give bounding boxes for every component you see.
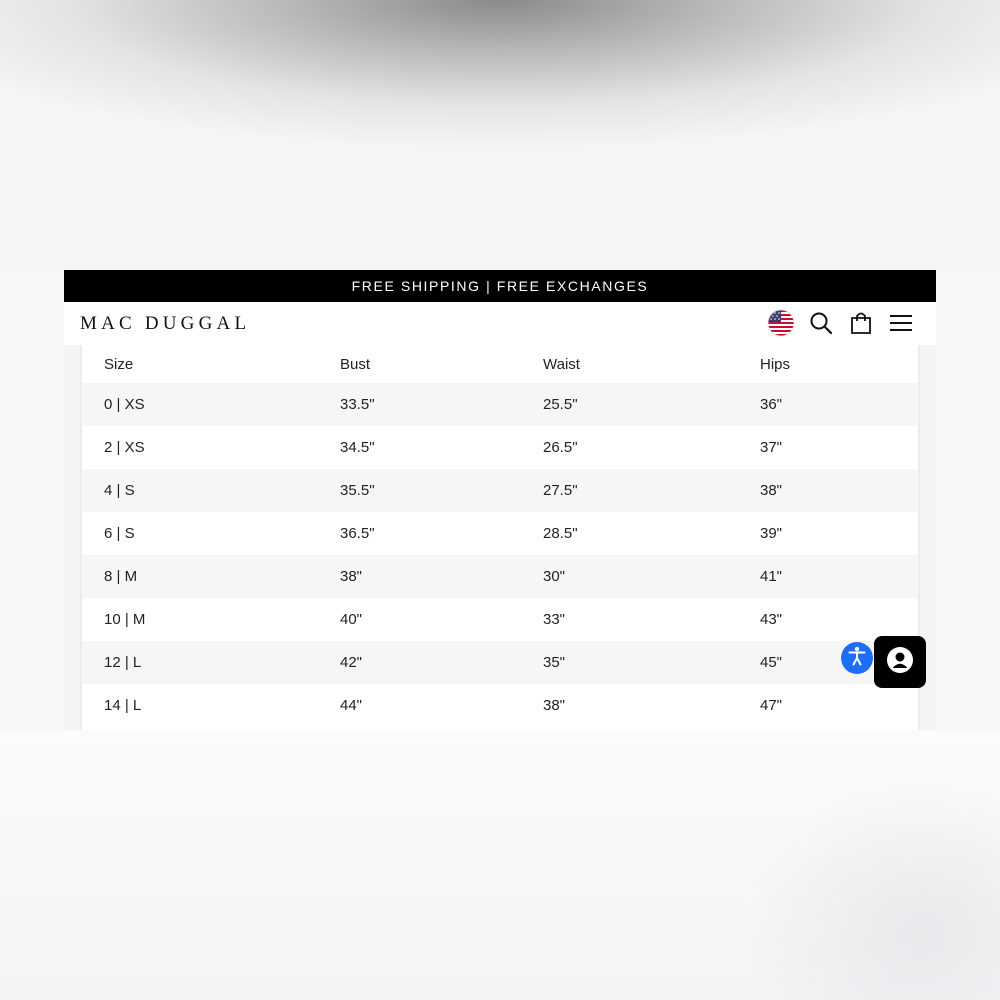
user-account-icon	[886, 646, 914, 679]
account-chat-button[interactable]	[874, 636, 926, 688]
table-row	[82, 598, 918, 641]
table-row	[82, 383, 918, 426]
accessibility-icon	[846, 645, 868, 672]
waist-cell: 35"	[543, 654, 566, 671]
photo-background-top	[0, 0, 1000, 270]
size-cell: 12 | L	[104, 654, 142, 671]
table-row	[82, 684, 918, 727]
bust-cell: 40"	[340, 611, 363, 628]
bust-cell: 42"	[340, 654, 363, 671]
waist-cell: 30"	[543, 568, 566, 585]
shopping-bag-icon[interactable]	[846, 308, 876, 338]
bust-cell: 33.5"	[340, 396, 375, 413]
size-cell: 8 | M	[104, 568, 138, 585]
waist-cell: 26.5"	[543, 439, 578, 456]
table-row	[82, 641, 918, 684]
waist-cell: 38"	[543, 697, 566, 714]
waist-cell: 33"	[543, 611, 566, 628]
size-cell: 14 | L	[104, 697, 142, 714]
bust-cell: 38"	[340, 568, 363, 585]
accessibility-button[interactable]	[841, 642, 873, 674]
photo-background-bottom	[0, 730, 1000, 1000]
hips-cell: 39"	[760, 525, 783, 542]
hips-cell: 41"	[760, 568, 783, 585]
bust-cell: 34.5"	[340, 439, 375, 456]
column-header-waist: Waist	[543, 355, 580, 373]
menu-icon[interactable]	[886, 308, 916, 338]
table-row	[82, 512, 918, 555]
size-cell: 4 | S	[104, 482, 135, 499]
waist-cell: 27.5"	[543, 482, 578, 499]
size-chart-header-row	[82, 345, 918, 383]
size-cell: 2 | XS	[104, 439, 145, 456]
hips-cell: 45"	[760, 654, 783, 671]
hips-cell: 43"	[760, 611, 783, 628]
table-row	[82, 555, 918, 598]
size-chart-table	[82, 345, 918, 727]
size-cell: 10 | M	[104, 611, 146, 628]
brand-logo[interactable]: MAC DUGGAL	[80, 313, 251, 334]
us-flag-icon[interactable]	[766, 308, 796, 338]
column-header-hips: Hips	[760, 355, 791, 373]
size-chart-container	[80, 345, 920, 730]
size-cell: 6 | S	[104, 525, 135, 542]
search-icon[interactable]	[806, 308, 836, 338]
bust-cell: 35.5"	[340, 482, 375, 499]
hips-cell: 36"	[760, 396, 783, 413]
hips-cell: 38"	[760, 482, 783, 499]
table-row	[82, 426, 918, 469]
promo-text: FREE SHIPPING | FREE EXCHANGES	[351, 278, 649, 294]
column-header-bust: Bust	[340, 355, 371, 373]
column-header-size: Size	[104, 355, 134, 373]
table-row	[82, 469, 918, 512]
header-icons	[756, 308, 916, 338]
bust-cell: 44"	[340, 697, 363, 714]
site-header	[64, 302, 936, 345]
side-gutter-left	[64, 345, 80, 730]
page-frame	[64, 270, 936, 730]
size-cell: 0 | XS	[104, 396, 145, 413]
hips-cell: 47"	[760, 697, 783, 714]
promo-bar	[64, 270, 936, 302]
waist-cell: 28.5"	[543, 525, 578, 542]
hips-cell: 37"	[760, 439, 783, 456]
waist-cell: 25.5"	[543, 396, 578, 413]
bust-cell: 36.5"	[340, 525, 375, 542]
